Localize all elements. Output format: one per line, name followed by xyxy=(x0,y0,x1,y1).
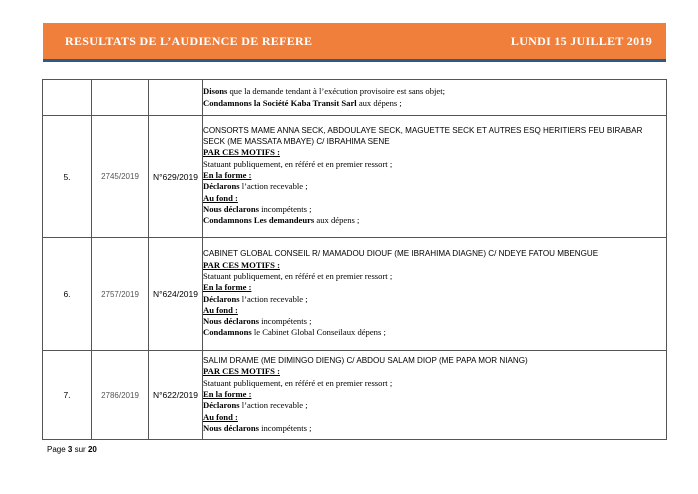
motifs-heading: PAR CES MOTIFS : xyxy=(203,366,280,377)
decision-line: Statuant publiquement, en référé et en premier ressort ; xyxy=(203,377,393,388)
page-header xyxy=(43,23,666,62)
case-parties: CONSORTS MAME ANNA SECK, ABDOULAYE SECK, MAGUETTE SECK ET AUTRES ESQ HERITIERS FEU BIRABAR SECK (ME MASSATA MBAYE) C/ IBRAHIMA SENE xyxy=(203,126,643,146)
page-label: Page xyxy=(47,445,66,454)
case-rg xyxy=(92,80,149,116)
header-title: RESULTATS DE L’AUDIENCE DE REFERE xyxy=(65,33,313,48)
page-total: 20 xyxy=(87,445,97,454)
decision-line: Statuant publiquement, en référé et en premier ressort ; xyxy=(203,271,393,281)
table-row xyxy=(43,238,667,351)
case-ordonnance: N°624/2019 xyxy=(149,238,203,351)
fond-heading: Au fond : xyxy=(203,192,238,203)
motifs-heading: PAR CES MOTIFS : xyxy=(203,147,280,158)
case-decision xyxy=(203,80,667,116)
forme-heading: En la forme : xyxy=(203,388,252,399)
forme-heading: En la forme : xyxy=(203,170,252,181)
table-row xyxy=(43,80,667,116)
case-parties: CABINET GLOBAL CONSEIL R/ MAMADOU DIOUF (ME IBRAHIMA DIAGNE) C/ NDEYE FATOU MBENGUE xyxy=(203,249,599,259)
decision-line: Déclarons l’action recevable ; xyxy=(203,181,308,192)
decision-line: Condamnons Les demandeurs aux dépens ; xyxy=(203,215,360,226)
decision-line: Déclarons l’action recevable ; xyxy=(203,293,308,304)
decision-line: Condamnons le Cabinet Global Conseilaux dépens ; xyxy=(203,327,386,338)
case-number: 5. xyxy=(43,116,92,238)
case-rg: 2757/2019 xyxy=(92,238,149,351)
decision-line: Nous déclarons incompétents ; xyxy=(203,203,312,214)
case-rg: 2786/2019 xyxy=(92,351,149,440)
results-table xyxy=(42,79,667,440)
case-number: 6. xyxy=(43,238,92,351)
decision-line: Statuant publiquement, en référé et en premier ressort ; xyxy=(203,158,393,169)
table-row xyxy=(43,351,667,440)
case-ordonnance xyxy=(149,80,203,116)
decision-line: Nous déclarons incompétents ; xyxy=(203,422,312,433)
case-decision xyxy=(203,116,667,238)
case-number xyxy=(43,80,92,116)
forme-heading: En la forme : xyxy=(203,282,252,293)
case-decision xyxy=(203,351,667,440)
table-row xyxy=(43,116,667,238)
case-ordonnance: N°629/2019 xyxy=(149,116,203,238)
decision-line: Déclarons l’action recevable ; xyxy=(203,400,308,411)
decision-line: Condamnons la Société Kaba Transit Sarl aux dépens ; xyxy=(203,97,402,108)
header-date: LUNDI 15 JUILLET 2019 xyxy=(510,33,652,48)
decision-line: Nous déclarons incompétents ; xyxy=(203,316,312,327)
case-number: 7. xyxy=(43,351,92,440)
decision-line: Disons que la demande tendant à l’exécution provisoire est sans objet; xyxy=(203,86,445,97)
case-decision xyxy=(203,238,667,351)
motifs-heading: PAR CES MOTIFS : xyxy=(203,259,280,270)
page-number: 3 xyxy=(67,445,73,454)
fond-heading: Au fond : xyxy=(203,411,238,422)
case-rg: 2745/2019 xyxy=(92,116,149,238)
case-ordonnance: N°622/2019 xyxy=(149,351,203,440)
case-parties: SALIM DRAME (ME DIMINGO DIENG) C/ ABDOU SALAM DIOP (ME PAPA MOR NIANG) xyxy=(203,355,528,365)
page-footer xyxy=(47,445,97,454)
page-sur: sur xyxy=(74,445,86,454)
fond-heading: Au fond : xyxy=(203,304,238,315)
